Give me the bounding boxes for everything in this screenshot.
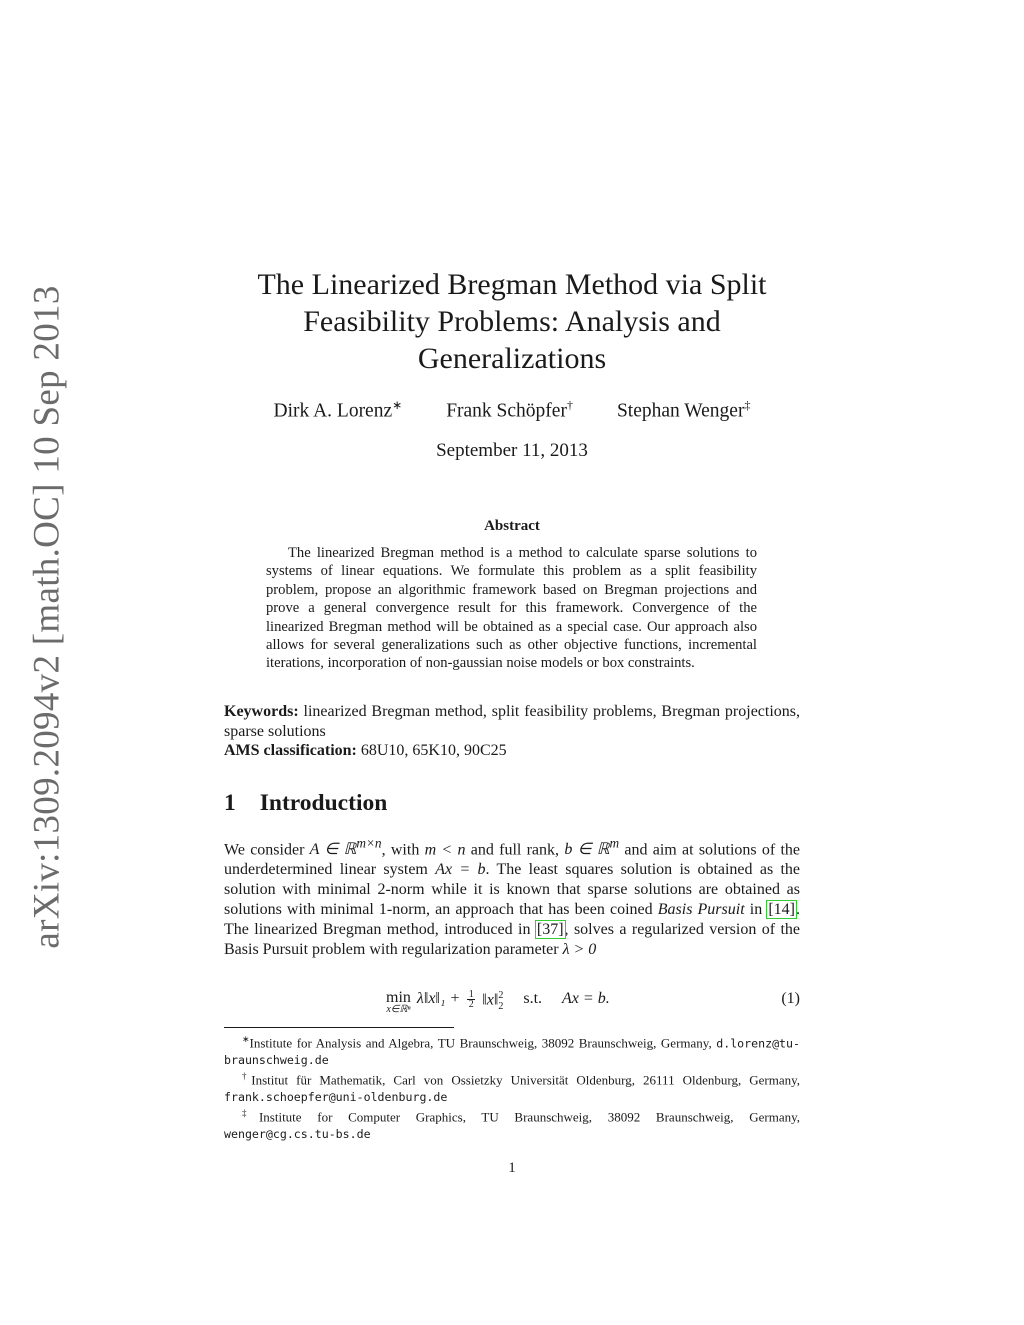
equation-1: [224, 986, 800, 1022]
footnote-affiliation: Institute for Computer Graphics, TU Braunschweig, 38092 Braunschweig, Germany,: [258, 1109, 801, 1125]
keywords-text: linearized Bregman method, split feasibility problems, Bregman projections, sparse solutions: [224, 703, 801, 740]
email-link[interactable]: frank.schoepfer@uni-oldenburg.de: [224, 1089, 448, 1104]
abstract-heading: Abstract: [484, 518, 540, 534]
fraction-numerator: 1: [468, 989, 474, 1000]
author-lorenz: [274, 398, 403, 423]
author-wenger: [617, 398, 751, 423]
footnote-mark: ∗: [242, 1034, 250, 1044]
footnote-text-block: [224, 1105, 800, 1142]
math-lambda: λ > 0: [562, 941, 597, 959]
email-link[interactable]: wenger@cg.cs.tu-bs.de: [224, 1127, 371, 1142]
footnote-wenger: [224, 1105, 800, 1142]
footnote-affiliation: Institute for Analysis and Algebra, TU Braunschweig, 38092 Braunschweig, Germany,: [249, 1035, 717, 1051]
footnote-mark: ‡: [242, 1108, 259, 1119]
intro-text: , with: [381, 841, 425, 859]
intro-text: , solves a regularized version of the Basis Pursuit problem with regularization parameter: [224, 921, 801, 959]
footnote-mark[interactable]: ‡: [744, 398, 751, 412]
footnote-schoepfer: [224, 1068, 800, 1105]
intro-text: . The least squares solution is obtained as the solution with minimal 2-norm while it is known that sparse solutions are obtained as solutions with minimal 1-norm, an approach that has been coined: [224, 861, 801, 919]
equation-body: [386, 990, 610, 1015]
math-b-sup: m: [609, 836, 620, 851]
author-schoepfer: [446, 398, 573, 423]
author-list: [224, 398, 800, 423]
ams-text: 68U10, 65K10, 90C25: [360, 742, 507, 760]
equation-term-2: [482, 990, 503, 1012]
publication-date: September 11, 2013: [436, 440, 588, 461]
keywords-block: [224, 702, 800, 761]
keywords-label: Keywords:: [224, 703, 299, 720]
section-heading-introduction: [224, 790, 387, 817]
math-inline: [309, 836, 382, 859]
arxiv-identifier-stamp: arXiv:1309.2094v2 [math.OC] 10 Sep 2013: [26, 285, 68, 949]
intro-text: and full rank,: [465, 841, 565, 859]
intro-text: . The linearized Bregman method, introduced in: [224, 901, 800, 939]
title-line-2: Feasibility Problems: Analysis and: [303, 305, 721, 338]
footnote-text-block: [224, 1031, 800, 1068]
math-mn: m < n: [424, 841, 466, 859]
author-name: Dirk A. Lorenz: [273, 400, 393, 422]
footnote-mark: †: [242, 1071, 252, 1082]
math-system: Ax = b: [435, 861, 486, 879]
ams-label: AMS classification:: [224, 742, 357, 760]
math-A-sup: m×n: [356, 836, 382, 851]
citation-link-14[interactable]: [14]: [768, 901, 795, 919]
author-name: Frank Schöpfer: [446, 400, 567, 422]
basis-pursuit-term: Basis Pursuit: [657, 901, 745, 919]
footnote-divider: [224, 1027, 454, 1028]
norm-x: ‖x‖: [482, 991, 499, 1009]
footnote-text-block: [224, 1068, 800, 1105]
title-line-3: Generalizations: [417, 342, 607, 375]
section-title: Introduction: [259, 790, 388, 816]
intro-text: in: [744, 901, 768, 919]
min-subscript: x∈ℝⁿ: [386, 1004, 411, 1015]
equation-number: (1): [781, 990, 800, 1007]
norm-sub: 2: [498, 1000, 504, 1012]
abstract-text: The linearized Bregman method is a method to calculate sparse solutions to systems of linear equations. We formulate this problem as a split feasibility problem, propose an algorithmic framework based on Bregman projections and prove a general convergence result for this framework. Convergence of the linearized Bregman method will be obtained as a special case. Our approach also allows for several generalizations such as other objective functions, incremental iterations, incorporation of non-gaussian noise models or box constraints.: [266, 545, 757, 672]
citation-link-37[interactable]: [37]: [536, 921, 564, 939]
footnote-mark[interactable]: †: [566, 398, 573, 412]
math-A: A ∈ ℝ: [309, 841, 357, 859]
equation-min-operator: [386, 990, 411, 1015]
intro-text: We consider: [224, 841, 310, 859]
page-number: 1: [508, 1160, 516, 1176]
norm-sup: 2: [498, 990, 504, 1001]
section-number: 1: [224, 790, 236, 816]
math-inline: [564, 836, 620, 859]
footnote-mark[interactable]: ∗: [392, 398, 403, 412]
intro-text: and aim at solutions of the underdetermined linear system: [224, 841, 801, 879]
introduction-paragraph: [224, 834, 800, 960]
math-b: b ∈ ℝ: [564, 841, 610, 859]
title-line-1: The Linearized Bregman Method via Split: [257, 268, 767, 301]
paper-title: [224, 266, 800, 377]
min-word: min: [386, 989, 411, 1006]
footnotes: [224, 1031, 800, 1142]
equation-term-1: λ‖x‖₁ +: [416, 990, 461, 1007]
footnote-affiliation: Institut für Mathematik, Carl von Ossietzky Universität Oldenburg, 26111 Oldenburg, Germany,: [251, 1072, 801, 1088]
author-name: Stephan Wenger: [616, 400, 745, 422]
footnote-lorenz: [224, 1031, 800, 1068]
email-link[interactable]: d.lorenz@tu-braunschweig.de: [224, 1036, 800, 1067]
equation-constraint: Ax = b.: [562, 990, 610, 1007]
equation-fraction: [467, 990, 475, 1009]
such-that: s.t.: [523, 990, 543, 1007]
fraction-denominator: 2: [468, 999, 474, 1010]
